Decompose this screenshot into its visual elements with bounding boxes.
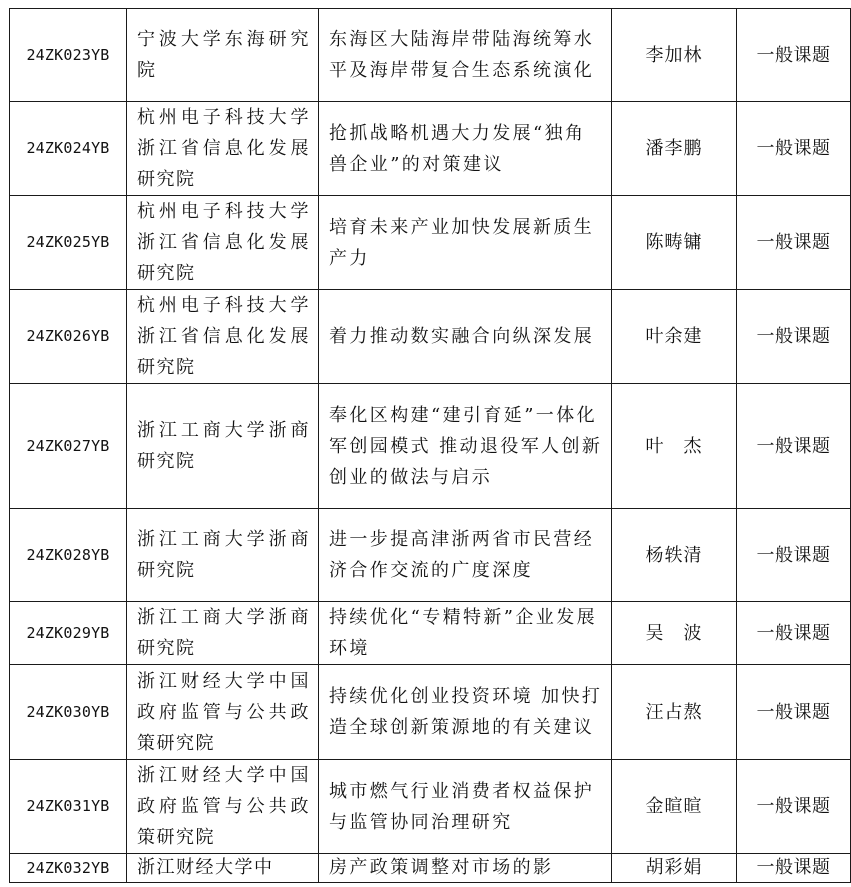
project-id: 24ZK028YB [10, 509, 127, 602]
table-row [10, 384, 851, 509]
project-title: 东海区大陆海岸带陆海统筹水平及海岸带复合生态系统演化 [319, 9, 612, 102]
project-leader: 陈畴镛 [612, 196, 737, 290]
project-type: 一般课题 [737, 384, 851, 509]
table-row [10, 290, 851, 384]
project-title: 持续优化创业投资环境 加快打造全球创新策源地的有关建议 [319, 665, 612, 760]
project-title: 培育未来产业加快发展新质生产力 [319, 196, 612, 290]
project-leader: 叶 杰 [612, 384, 737, 509]
project-id: 24ZK032YB [10, 854, 127, 883]
table-row [10, 602, 851, 665]
research-unit: 宁波大学东海研究院 [127, 9, 319, 102]
project-leader: 金暄暄 [612, 760, 737, 854]
research-unit: 浙江工商大学浙商研究院 [127, 384, 319, 509]
project-leader: 胡彩娟 [612, 854, 737, 883]
research-unit: 浙江财经大学中国政府监管与公共政策研究院 [127, 760, 319, 854]
table-row [10, 9, 851, 102]
project-title: 房产政策调整对市场的影 [319, 854, 612, 883]
project-id: 24ZK023YB [10, 9, 127, 102]
research-unit: 浙江工商大学浙商研究院 [127, 509, 319, 602]
project-type: 一般课题 [737, 102, 851, 196]
table-row [10, 854, 851, 883]
project-leader: 潘李鹏 [612, 102, 737, 196]
project-type: 一般课题 [737, 854, 851, 883]
project-id: 24ZK026YB [10, 290, 127, 384]
project-leader: 叶余建 [612, 290, 737, 384]
project-type: 一般课题 [737, 602, 851, 665]
project-leader: 李加林 [612, 9, 737, 102]
project-id: 24ZK031YB [10, 760, 127, 854]
project-leader: 汪占熬 [612, 665, 737, 760]
research-unit: 浙江工商大学浙商研究院 [127, 602, 319, 665]
project-title: 城市燃气行业消费者权益保护与监管协同治理研究 [319, 760, 612, 854]
project-id: 24ZK029YB [10, 602, 127, 665]
project-id: 24ZK027YB [10, 384, 127, 509]
table-row [10, 196, 851, 290]
project-type: 一般课题 [737, 509, 851, 602]
table-row [10, 665, 851, 760]
project-type: 一般课题 [737, 290, 851, 384]
project-type: 一般课题 [737, 665, 851, 760]
project-title: 进一步提高津浙两省市民营经济合作交流的广度深度 [319, 509, 612, 602]
project-id: 24ZK024YB [10, 102, 127, 196]
project-leader: 吴 波 [612, 602, 737, 665]
project-type: 一般课题 [737, 760, 851, 854]
table-row [10, 509, 851, 602]
research-unit: 杭州电子科技大学浙江省信息化发展研究院 [127, 102, 319, 196]
project-title: 持续优化“专精特新”企业发展环境 [319, 602, 612, 665]
project-type: 一般课题 [737, 9, 851, 102]
research-unit: 浙江财经大学中 [127, 854, 319, 883]
research-unit: 杭州电子科技大学浙江省信息化发展研究院 [127, 196, 319, 290]
project-title: 着力推动数实融合向纵深发展 [319, 290, 612, 384]
project-id: 24ZK030YB [10, 665, 127, 760]
table-row [10, 102, 851, 196]
project-id: 24ZK025YB [10, 196, 127, 290]
research-unit: 浙江财经大学中国政府监管与公共政策研究院 [127, 665, 319, 760]
project-title: 抢抓战略机遇大力发展“独角兽企业”的对策建议 [319, 102, 612, 196]
project-title: 奉化区构建“建引育延”一体化军创园模式 推动退役军人创新创业的做法与启示 [319, 384, 612, 509]
research-unit: 杭州电子科技大学浙江省信息化发展研究院 [127, 290, 319, 384]
project-table [9, 8, 851, 883]
table-row [10, 760, 851, 854]
project-leader: 杨轶清 [612, 509, 737, 602]
project-type: 一般课题 [737, 196, 851, 290]
